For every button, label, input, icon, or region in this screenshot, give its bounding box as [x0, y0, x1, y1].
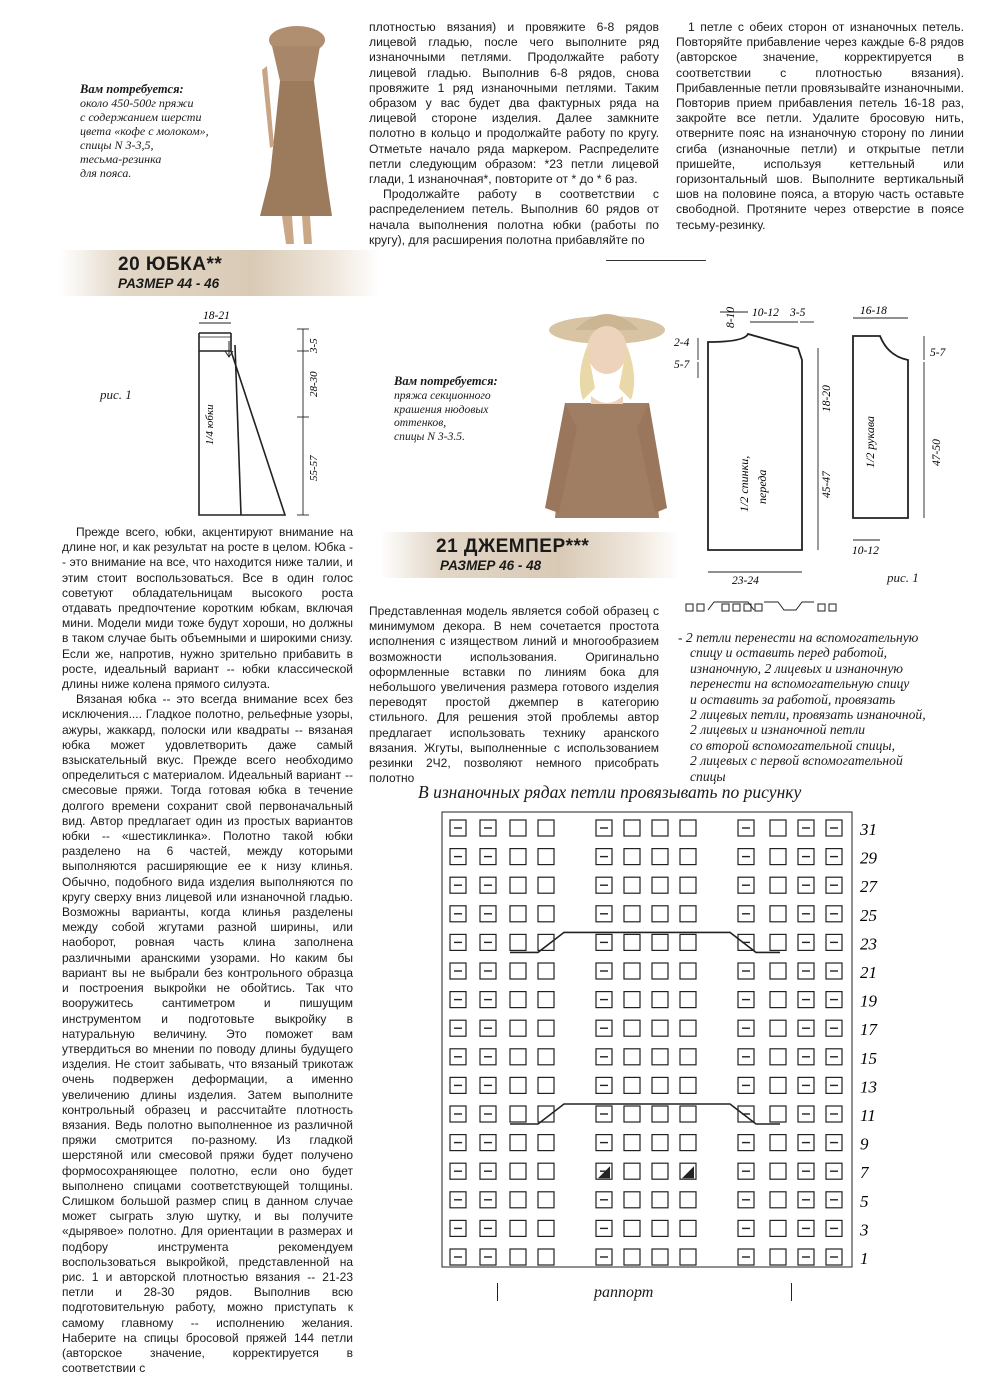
legend-line: спицы	[690, 768, 726, 784]
chart-cell	[680, 1106, 696, 1122]
chart-caption: В изнаночных рядах петли провязывать по рисунку	[418, 782, 802, 802]
paragraph: плотностью вязания) и провяжите 6-8 рядов лицевой гладью, после чего выполните ряд изнаночными петлями. Продолжайте работу лицевой гладью. Выполнив 6-8 рядов, снова провяжите 1 ряд изнаночными петлями. Таким образом у вас будет два фактурных ряда на лицевой стороне изделия. Далее замкните полотно в кольцо и продолжайте работу по кругу. Отметьте начало ряда маркером. Распределите петли следующим образом: *23 петли лицевой глади, 1 изнаночная*, повторите от * до * 6 раз.	[369, 20, 659, 187]
chart-cell	[624, 1049, 640, 1065]
row-number: 29	[860, 848, 877, 868]
dim-sleeve-length: 47-50	[931, 439, 943, 466]
jumper-material-line: спицы N 3-3.5.	[394, 430, 465, 444]
chart-cell	[770, 934, 786, 950]
chart-cell	[538, 992, 554, 1008]
chart-cell	[510, 1249, 526, 1265]
chart-cell	[624, 906, 640, 922]
jumper-fig-label: рис. 1	[887, 570, 919, 585]
chart-cell	[680, 1020, 696, 1036]
jumper-pattern-diagram	[668, 282, 948, 592]
chart-cell	[680, 1049, 696, 1065]
row-number: 1	[860, 1249, 869, 1268]
skirt-text-column-1	[62, 525, 353, 1376]
chart-cell	[652, 963, 668, 979]
chart-cell	[510, 1020, 526, 1036]
chart-cell	[652, 1220, 668, 1236]
chart-cell	[652, 877, 668, 893]
repeat-bar-right	[791, 1283, 792, 1301]
legend-line: спицу и оставить перед работой,	[690, 645, 888, 661]
legend-line: 2 лицевых с первой вспомогательной	[690, 753, 903, 769]
repeat-label: раппорт	[594, 1284, 654, 1301]
chart-cell	[680, 1135, 696, 1151]
skirt-material-line: тесьма-резинка	[80, 152, 162, 166]
chart-cell	[624, 1020, 640, 1036]
row-number: 13	[860, 1077, 877, 1097]
jumper-photo	[535, 308, 675, 538]
chart-cell	[510, 1106, 526, 1122]
legend-line: 2 лицевых и изнаночной петли	[690, 722, 866, 738]
chart-cell	[770, 992, 786, 1008]
cable-symbol	[684, 598, 846, 616]
chart-cell	[770, 1192, 786, 1208]
chart-cell	[680, 877, 696, 893]
chart-cell	[770, 1106, 786, 1122]
chart-cell	[624, 877, 640, 893]
chart-cell	[538, 849, 554, 865]
body-label-2: переда	[755, 469, 769, 504]
chart-cell	[680, 820, 696, 836]
chart-cell	[770, 1049, 786, 1065]
chart-cell	[624, 963, 640, 979]
chart-cell	[652, 1163, 668, 1179]
skirt-materials-heading: Вам потребуется:	[80, 82, 184, 96]
chart-cell	[770, 820, 786, 836]
paragraph: Продолжайте работу в соответствии с распределением петель. Выполнив 60 рядов от начала выполнения полотна юбки (работы по кругу), для расширения полотна прибавляйте по	[369, 187, 659, 247]
chart-cell	[770, 906, 786, 922]
body-label-1: 1/2 спинки,	[737, 455, 751, 512]
chart-cell	[770, 1220, 786, 1236]
chart-cell	[680, 906, 696, 922]
chart-cell	[652, 1249, 668, 1265]
skirt-dim-length: 55-57	[308, 455, 320, 481]
skirt-pattern-diagram	[185, 305, 360, 525]
skirt-part-label: 1/4 юбки	[204, 404, 216, 445]
chart-cell	[538, 963, 554, 979]
chart-cell	[652, 1077, 668, 1093]
skirt-dim-hip: 28-30	[308, 371, 320, 397]
decrease-mark	[598, 1166, 610, 1178]
skirt-material-line: цвета «кофе с молоком»,	[80, 124, 209, 138]
row-number: 27	[860, 877, 877, 897]
dim-shoulder-drop: 3-5	[790, 307, 806, 319]
chart-cell	[538, 1220, 554, 1236]
row-number: 3	[860, 1220, 869, 1240]
chart-cell	[624, 1135, 640, 1151]
row-number: 15	[860, 1048, 877, 1068]
row-number: 31	[860, 820, 877, 839]
chart-cell	[510, 1220, 526, 1236]
row-number: 7	[860, 1163, 869, 1183]
divider	[606, 260, 706, 261]
legend-line: перенести на вспомогательную спицу	[690, 676, 910, 692]
cable-cross-line	[510, 1104, 780, 1124]
chart-cell	[538, 1077, 554, 1093]
skirt-text-column-2	[369, 20, 659, 248]
chart-cell	[680, 934, 696, 950]
jumper-text	[369, 604, 659, 786]
dim-width: 23-24	[732, 575, 759, 587]
chart-cell	[652, 1020, 668, 1036]
row-number: 25	[860, 905, 877, 925]
skirt-size: РАЗМЕР 44 - 46	[118, 276, 220, 291]
chart-cell	[510, 1192, 526, 1208]
chart-cell	[510, 992, 526, 1008]
chart-cell	[680, 963, 696, 979]
chart-cell	[652, 934, 668, 950]
skirt-fig-label: рис. 1	[100, 387, 132, 402]
row-number: 5	[860, 1191, 869, 1211]
chart-cell	[624, 934, 640, 950]
chart-cell	[680, 1249, 696, 1265]
chart-cell	[538, 1135, 554, 1151]
chart-cell	[770, 963, 786, 979]
chart-cell	[770, 877, 786, 893]
chart-cells	[450, 820, 842, 1265]
knitting-chart	[440, 810, 890, 1272]
row-number: 17	[860, 1020, 877, 1040]
chart-cell	[538, 1249, 554, 1265]
chart-cell	[510, 934, 526, 950]
chart-cell	[510, 1049, 526, 1065]
chart-cell	[770, 1077, 786, 1093]
chart-cell	[538, 906, 554, 922]
legend-line: со второй вспомогательной спицы,	[690, 737, 895, 753]
legend-line: и оставить за работой, провязать	[690, 691, 896, 707]
chart-border	[442, 812, 852, 1267]
chart-cell	[510, 820, 526, 836]
skirt-dim-waistband: 3-5	[308, 338, 320, 353]
skirt-materials	[80, 82, 252, 180]
chart-cell	[624, 1163, 640, 1179]
paragraph: 1 петле с обеих сторон от изнаночных петель. Повторяйте прибавление через каждые 6-8 рядов (авторское значение, корректируется в соответствии с плотностью вязания). Прибавленные петли провязывайте изнаночными. Повторив прием прибавления петель 16-18 раз, закройте все петли. Удалите бросовую нить, отверните пояс на изнаночную сторону по линии сгиба (изнаночные петли) и открытые петли пришейте, используя кеттельный или горизонтальный шов. Выполните вертикальный шов на половине пояса, а вторую часть оставьте свободной. Протяните через отверстие в поясе тесьму-резинку.	[676, 20, 964, 232]
row-number: 11	[860, 1106, 876, 1125]
dim-armhole: 18-20	[821, 385, 833, 412]
chart-cell	[770, 1135, 786, 1151]
dim-side: 45-47	[821, 471, 833, 498]
repeat-bar-left	[497, 1283, 498, 1301]
chart-cell	[680, 992, 696, 1008]
chart-cell	[652, 1192, 668, 1208]
chart-cell	[538, 1192, 554, 1208]
chart-cell	[624, 849, 640, 865]
chart-cell	[770, 1163, 786, 1179]
chart-row-numbers	[859, 820, 879, 1268]
cable-cross-line	[510, 932, 780, 952]
skirt-text-column-3	[676, 20, 964, 233]
chart-cell	[652, 906, 668, 922]
legend-line: изнаночную, 2 лицевых и изнаночную	[690, 660, 903, 676]
skirt-title: 20 ЮБКА**	[118, 254, 223, 275]
skirt-model-illustration	[242, 26, 336, 248]
chart-cell	[770, 1020, 786, 1036]
chart-cell	[624, 820, 640, 836]
chart-cell	[770, 1249, 786, 1265]
chart-cell	[652, 820, 668, 836]
legend-line: - 2 петли перенести на вспомогательную	[678, 630, 919, 645]
jumper-size: РАЗМЕР 46 - 48	[440, 558, 542, 573]
skirt-material-line: с содержанием шерсти	[80, 110, 202, 124]
chart-cell	[770, 849, 786, 865]
cable-legend	[678, 630, 968, 784]
chart-cell	[652, 849, 668, 865]
jumper-material-line: пряжа секционного	[394, 388, 491, 402]
chart-cell	[624, 1106, 640, 1122]
skirt-material-line: около 450-500г пряжи	[80, 96, 194, 110]
jumper-material-line: крашения нюдовых	[394, 402, 489, 416]
jumper-model-illustration	[535, 308, 675, 538]
jumper-material-line: оттенков,	[394, 416, 447, 430]
chart-cell	[680, 849, 696, 865]
paragraph: Представленная модель является собой образец с минимумом декора. В нем сочетается простота исполнения с изяществом линий и многообразием возможности использования. Оригинально оформленные вставки по линиям бока для небольшого увеличения размера готового изделия переводят простой джемпер в категорию стильного. Для решения этой проблемы автор предлагает использовать технику аранского вязания. Жгуты, выполненные с использованием резинки 2Ч2, позволяют немного присобрать полотно	[369, 604, 659, 786]
chart-cell	[624, 992, 640, 1008]
chart-cell	[680, 1192, 696, 1208]
dim-sleeve-cap: 5-7	[930, 347, 946, 359]
chart-cell	[510, 877, 526, 893]
dim-neck-b: 5-7	[674, 359, 690, 371]
chart-cell	[538, 820, 554, 836]
jumper-materials	[394, 375, 544, 444]
dim-neck-top: 8-10	[725, 306, 737, 328]
chart-cell	[624, 1192, 640, 1208]
chart-cell	[624, 1220, 640, 1236]
paragraph: Прежде всего, юбки, акцентируют внимание на длине ног, и как результат на росте в целом. Юбка -- это внимание на все, что находится ниже талии, и этим стоит воспользоваться. Все в один голос советуют обладательницам высокого роста отдавать предпочтение коротким юбкам, включая мини. Модели миди тоже будут хороши, но должны в таком случае быть объемными и широкими снизу. Если же, напротив, нужно зрительно прибавить в росте, идеальный вариант -- юбки классической длины ниже колена прямого силуэта.	[62, 525, 353, 692]
dim-neck-a: 2-4	[674, 337, 690, 349]
skirt-material-line: для пояса.	[80, 166, 132, 180]
chart-cell	[624, 1077, 640, 1093]
dim-shoulder: 10-12	[752, 307, 779, 319]
sleeve-label: 1/2 рукава	[863, 416, 877, 468]
chart-cell	[652, 1049, 668, 1065]
jumper-materials-heading: Вам потребуется:	[394, 374, 498, 388]
chart-cell	[538, 1049, 554, 1065]
legend-line: 2 лицевых петли, провязать изнаночной,	[690, 707, 926, 723]
chart-cell	[624, 1249, 640, 1265]
dim-cuff: 10-12	[852, 545, 879, 557]
chart-cell	[510, 1135, 526, 1151]
row-number: 23	[860, 934, 877, 954]
row-number: 21	[860, 963, 877, 982]
jumper-title: 21 ДЖЕМПЕР***	[436, 536, 590, 557]
chart-cell	[510, 906, 526, 922]
dim-sleeve-top: 16-18	[860, 305, 887, 317]
chart-cell	[510, 963, 526, 979]
row-number: 19	[860, 991, 877, 1011]
chart-cell	[538, 877, 554, 893]
chart-cell	[652, 1106, 668, 1122]
chart-cell	[538, 1020, 554, 1036]
chart-cell	[652, 992, 668, 1008]
skirt-photo	[242, 26, 336, 248]
chart-cell	[510, 1163, 526, 1179]
skirt-dim-top: 18-21	[203, 310, 230, 322]
skirt-material-line: спицы N 3-3,5,	[80, 138, 154, 152]
paragraph: Вязаная юбка -- это всегда внимание всех без исключения.... Гладкое полотно, рельефные узоры, ажуры, жаккард, полоски или квадраты -- вязаная юбка может удовлетворить даже самый взыскательный вкус. Прежде всего необходимо определиться с материалом. Идеальный вариант -- смесовые пряжи. Тогда готовая юбка в течение долгого времени сохранит свой первоначальный вид. Автор предлагает один из простых вариантов юбки -- «шестиклинка». Полотно такой юбки разделено на 6 частей, между которыми выполняются расширяющие ее к низу клинья. Обычно, подобного вида изделия выполняются по кругу сверху вниз лицевой или изнаночной гладью. Возможны варианты, когда клинья разделены между собой жгутами разной ширины, или наоборот, ровная часть клина заполнена различными аранскими узорами. Но каким бы вариант вы не выбрали без контрольного образца и построения выкройки не обойтись. Так что вооружитесь сантиметром и пишущим инструментом и подготовьте выкройку в натуральную величину. Это поможет вам утвердиться во мнении по поводу длины будущего изделия. Не стоит забывать, что вязаный трикотаж очень подвержен деформации, а именно увеличению длины изделия. Затем выполните контрольный образец и рассчитайте плотность вязания. Ведь полотно выполненное из различной пряжи смотрится по-разному. Из гладкой шерстяной или смесовой пряжи будет получено формосохраняющее полотно, если оно будет выполнено спицами соответствующей толщины. Слишком большой размер спиц в данном случае может сыграть злую шутку, и вы получите «дырявое» полотно. Для ориентации в размерах и подбору инструмента рекомендуем воспользоваться выкройкой, представленной на рис. 1 и авторской плотностью вязания -- 21-23 петли и 28-30 рядов. Выполнив всю подготовительную работу, можно приступать к самому главному -- исполнению желания. Наберите на спицы бросовой пряжей 144 петли (авторское значение, корректируется в соответствии с	[62, 692, 353, 1376]
row-number: 9	[860, 1134, 869, 1154]
chart-cell	[510, 1077, 526, 1093]
decrease-mark	[682, 1166, 694, 1178]
chart-cell	[538, 1163, 554, 1179]
chart-cell	[510, 849, 526, 865]
chart-cell	[680, 1220, 696, 1236]
chart-cell	[652, 1135, 668, 1151]
chart-cell	[680, 1077, 696, 1093]
